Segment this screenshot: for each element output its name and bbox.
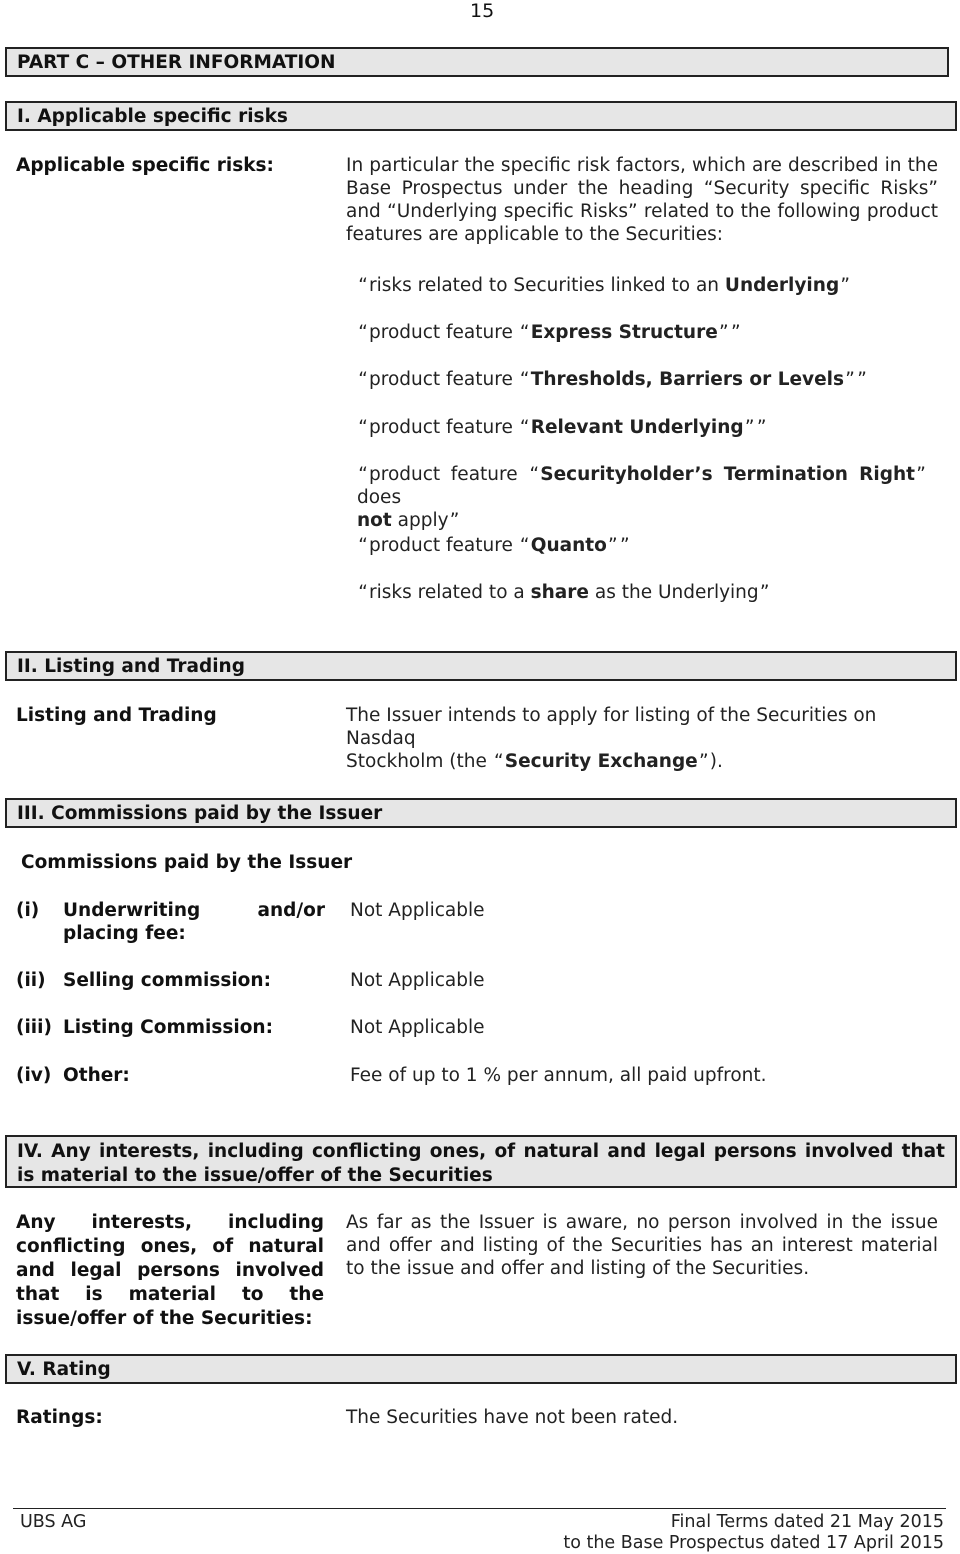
commission-num-iv: (iv) [16,1065,52,1086]
commission-num-i: (i) [16,900,40,921]
risk-item-relevant-underlying: “product feature “Relevant Underlying” ” [358,417,767,438]
risk-item-thresholds: “product feature “Thresholds, Barriers or Levels” ” [358,369,867,390]
commissions-label: Commissions paid by the Issuer [21,852,353,873]
interests-label: Any interests, including conflicting ones, of natural and legal persons involved that is material to the issue/offer of the Securities: [16,1212,324,1329]
risk-item-express-structure: “product feature “Express Structure” ” [358,322,741,343]
risk-item-share: “risks related to a share as the Underlying” [358,582,770,603]
section-v-header: V. Rating [5,1354,957,1384]
applicable-risks-intro: In particular the specific risk factors, which are described in the Base Prospectus under the heading “Security specific Risks” and “Underlying specific Risks” related to the following product features are applicable to the Securities: [346,155,938,245]
page-number: 15 [470,0,495,22]
commission-value-i: Not Applicable [350,900,485,921]
listing-trading-text: The Issuer intends to apply for listing of the Securities on Nasdaq Stockholm (the “Security Exchange”). [346,705,877,772]
footer-rule [13,1508,946,1509]
risk-item-underlying: “risks related to Securities linked to an Underlying” [358,275,850,296]
commission-label-iv: Other: [63,1065,130,1086]
footer-final-terms: Final Terms dated 21 May 2015 [670,1512,944,1532]
part-c-header: PART C – OTHER INFORMATION [5,47,949,77]
listing-trading-label: Listing and Trading [16,705,217,726]
commission-value-iii: Not Applicable [350,1017,485,1038]
commission-value-iv: Fee of up to 1 % per annum, all paid upfront. [350,1065,767,1086]
applicable-risks-label: Applicable specific risks: [16,155,274,176]
risk-item-quanto: “product feature “Quanto” ” [358,535,630,556]
interests-text: As far as the Issuer is aware, no person involved in the issue and offer and listing of the Securities has an interest material to the issue and offer and listing of the Securities. [346,1212,938,1279]
commission-num-iii: (iii) [16,1017,52,1038]
section-iv-header: IV. Any interests, including conflicting ones, of natural and legal persons involved that is material to the issue/offer of the Securities [5,1135,957,1188]
risk-item-termination-right: “product feature “Securityholder’s Termination Right” does not apply” [357,464,926,531]
ratings-text: The Securities have not been rated. [346,1407,679,1428]
section-i-header: I. Applicable specific risks [5,101,957,131]
commission-value-ii: Not Applicable [350,970,485,991]
commission-label-ii: Selling commission: [63,970,271,991]
commission-label-i: Underwriting and/or placing fee: [63,900,325,944]
footer-company: UBS AG [20,1512,87,1532]
ratings-label: Ratings: [16,1407,103,1428]
footer-base-prospectus: to the Base Prospectus dated 17 April 2015 [563,1533,944,1553]
commission-num-ii: (ii) [16,970,46,991]
commission-label-iii: Listing Commission: [63,1017,274,1038]
section-iii-header: III. Commissions paid by the Issuer [5,798,957,828]
section-ii-header: II. Listing and Trading [5,651,957,681]
